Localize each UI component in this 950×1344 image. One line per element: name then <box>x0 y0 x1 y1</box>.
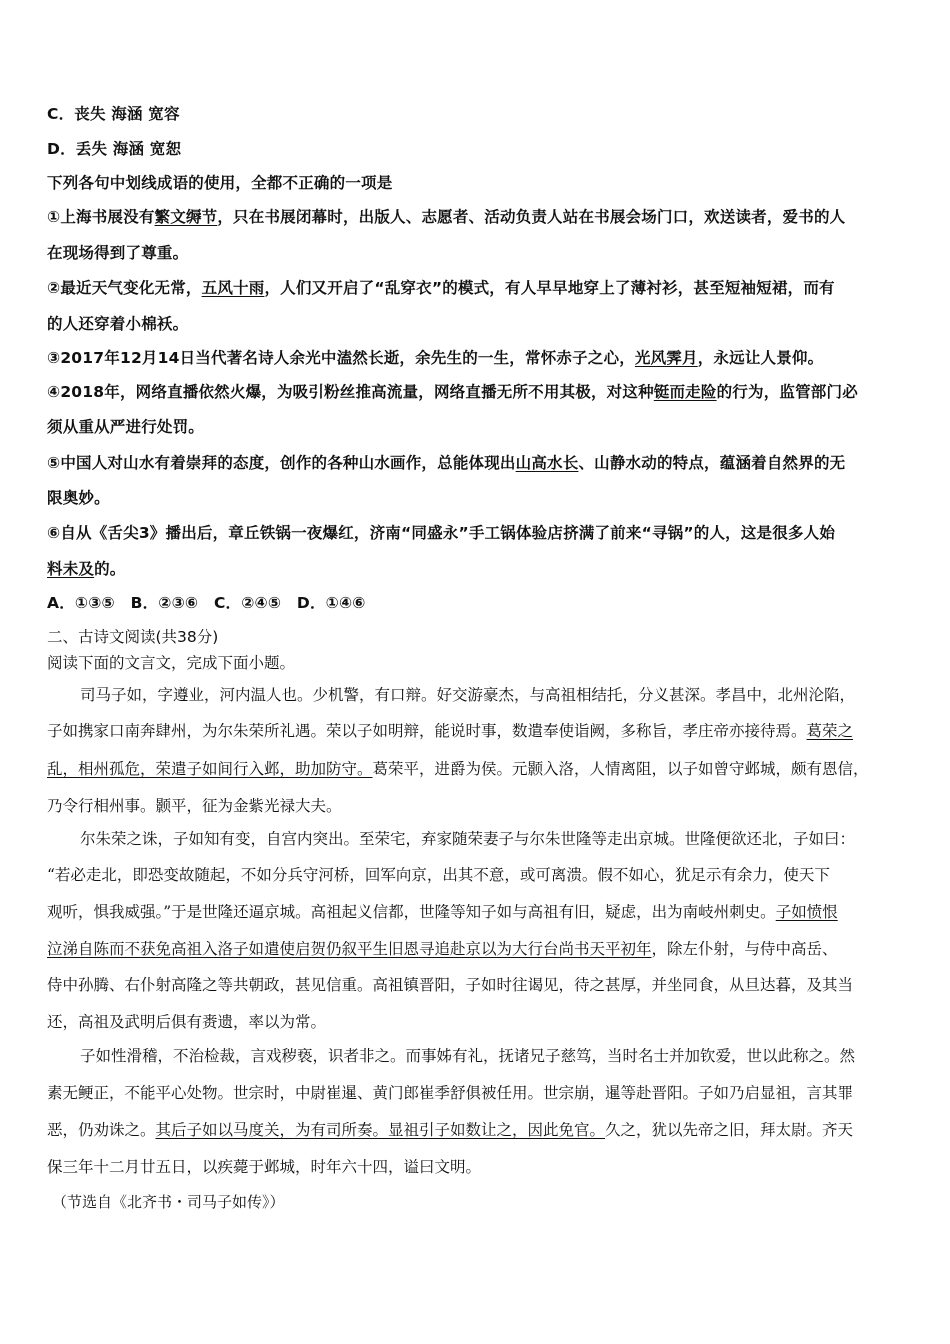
underlined-sentence: 泣涕自陈而不获免高祖入洛子如遣使启贺仍叙平生旧恩寻追赴京以为大行台尚书天平初年 <box>47 940 652 958</box>
sentence-6-cont: 料未及的。 <box>47 560 126 578</box>
passage-line: 乃令行相州事。颢平，征为金紫光禄大夫。 <box>47 797 342 815</box>
option-d-prev: D．丢失 海涵 宽恕 <box>47 140 182 158</box>
underlined-sentence: 葛荣之 <box>806 722 854 740</box>
underlined-idiom: 光风霁月 <box>634 349 698 367</box>
passage-line: “若必走北，即恐变故随起，不如分兵守河桥，回军向京，出其不意，或可离溃。假不如心，犹足示有余力，使天下 <box>47 866 830 884</box>
underlined-idiom: 铤而走险 <box>653 383 717 401</box>
passage-line: 司马子如，字遵业，河内温人也。少机警，有口辩。好交游豪杰，与高祖相结托，分义甚深。孝昌中，北州沦陷， <box>80 686 856 704</box>
underlined-idiom: 料未及 <box>47 560 95 578</box>
underlined-idiom: 五风十雨 <box>201 279 265 297</box>
underlined-sentence: 其后子如以马度关，为有司所奏。显祖引子如数让之，因此免官。 <box>155 1121 606 1139</box>
sentence-2-cont: 的人还穿着小棉袄。 <box>47 315 189 333</box>
sentence-4: ④2018年，网络直播依然火爆，为吸引粉丝推高流量，网络直播无所不用其极，对这种铤而走险的行为，监管部门必 <box>47 383 858 401</box>
sentence-3: ③2017年12月14日当代著名诗人余光中溘然长逝，余先生的一生，常怀赤子之心，光风霁月，永远让人景仰。 <box>47 349 824 367</box>
sentence-6: ⑥自从《舌尖3》播出后，章丘铁锅一夜爆红，济南“同盛永”手工锅体验店挤满了前来“寻锅”的人，这是很多人始 <box>47 524 836 542</box>
passage-line: 尔朱荣之诛，子如知有变，自宫内突出。至荣宅，弃家随荣妻子与尔朱世隆等走出京城。世隆便欲还北，子如曰： <box>80 830 856 848</box>
sentence-1: ①上海书展没有繁文缛节，只在书展闭幕时，出版人、志愿者、活动负责人站在书展会场门口，欢送读者，爱书的人 <box>47 208 846 226</box>
passage-line: 还，高祖及武明后俱有赉遗，率以为常。 <box>47 1013 327 1031</box>
question-stem: 下列各句中划线成语的使用，全都不正确的一项是 <box>47 174 393 192</box>
passage-line: 子如性滑稽，不治检裁，言戏秽亵，识者非之。而事姊有礼，抚诸兄子慈笃，当时名士并加钦爱，世以此称之。然 <box>80 1047 856 1065</box>
passage-line: 子如携家口南奔肆州，为尔朱荣所礼遇。荣以子如明辩，能说时事，数遣奉使诣阙，多称旨，孝庄帝亦接待焉。葛荣之 <box>47 722 854 740</box>
section-title: 二、古诗文阅读(共38分) <box>47 628 219 646</box>
sentence-1-cont: 在现场得到了尊重。 <box>47 244 189 262</box>
passage-line: 恶，仍劝诛之。其后子如以马度关，为有司所奏。显祖引子如数让之，因此免官。久之，犹以先帝之旧，拜太尉。齐天 <box>47 1121 854 1139</box>
passage-line: 侍中孙腾、右仆射高隆之等共朝政，甚见信重。高祖镇晋阳，子如时往谒见，待之甚厚，并坐同食，从旦达暮，及其当 <box>47 976 854 994</box>
passage-line: 保三年十二月廿五日，以疾薨于邺城，时年六十四，谥曰文明。 <box>47 1158 482 1176</box>
underlined-idiom: 繁文缛节 <box>154 208 218 226</box>
passage-source: （节选自《北齐书・司马子如传》） <box>52 1193 285 1211</box>
passage-line: 素无鲠正，不能平心处物。世宗时，中尉崔暹、黄门郎崔季舒俱被任用。世宗崩，暹等赴晋阳。子如乃启显祖，言其罪 <box>47 1084 854 1102</box>
passage-line: 观听，惧我威强。”于是世隆还逼京城。高祖起义信都，世隆等知子如与高祖有旧，疑虑，出为南岐州刺史。子如愤恨 <box>47 903 838 921</box>
sentence-2: ②最近天气变化无常，五风十雨，人们又开启了“乱穿衣”的模式，有人早早地穿上了薄衬衫，甚至短袖短裙，而有 <box>47 279 835 297</box>
sentence-5: ⑤中国人对山水有着崇拜的态度，创作的各种山水画作，总能体现出山高水长、山静水动的特点，蕴涵着自然界的无 <box>47 454 846 472</box>
underlined-sentence: 子如愤恨 <box>775 903 838 921</box>
sentence-5-cont: 限奥妙。 <box>47 489 110 507</box>
answer-options: A．①③⑤ B．②③⑥ C．②④⑤ D．①④⑥ <box>47 594 366 612</box>
sentence-4-cont: 须从重从严进行处罚。 <box>47 418 205 436</box>
passage-line: 乱，相州孤危，荣遣子如间行入邺，助加防守。葛荣平，进爵为侯。元颢入洛，人情离阻，以子如曾守邺城，颇有恩信， <box>47 760 869 778</box>
underlined-idiom: 山高水长 <box>515 454 579 472</box>
passage-line: 泣涕自陈而不获免高祖入洛子如遣使启贺仍叙平生旧恩寻追赴京以为大行台尚书天平初年，除左仆射，与侍中高岳、 <box>47 940 838 958</box>
option-c-prev: C．丧失 海涵 宽容 <box>47 105 180 123</box>
underlined-sentence: 乱，相州孤危，荣遣子如间行入邺，助加防守。 <box>47 760 373 778</box>
section-intro: 阅读下面的文言文，完成下面小题。 <box>47 654 296 672</box>
